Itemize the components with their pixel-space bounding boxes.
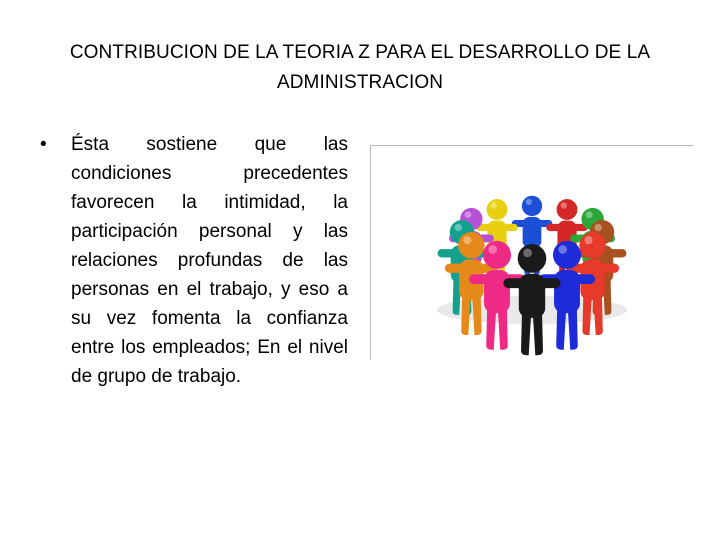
bullet-text: Ésta sostiene que las condiciones precedentes favorecen la intimidad, la participación personal y las relaciones profundas de las personas en el trabajo, y eso a su vez fomenta la confianza entre los empleados; En el nivel de grupo de trabajo. [71,134,348,387]
teamwork-figures-illustration [371,146,693,360]
slide-title-line-2: ADMINISTRACION [276,72,444,93]
slide-title [40,38,680,98]
slide-title-line-1: CONTRIBUCION DE LA TEORIA Z PARA EL DESARROLLO DE LA [69,42,651,63]
teamwork-figures-image [370,145,693,360]
bullet-dot: • [40,134,47,155]
